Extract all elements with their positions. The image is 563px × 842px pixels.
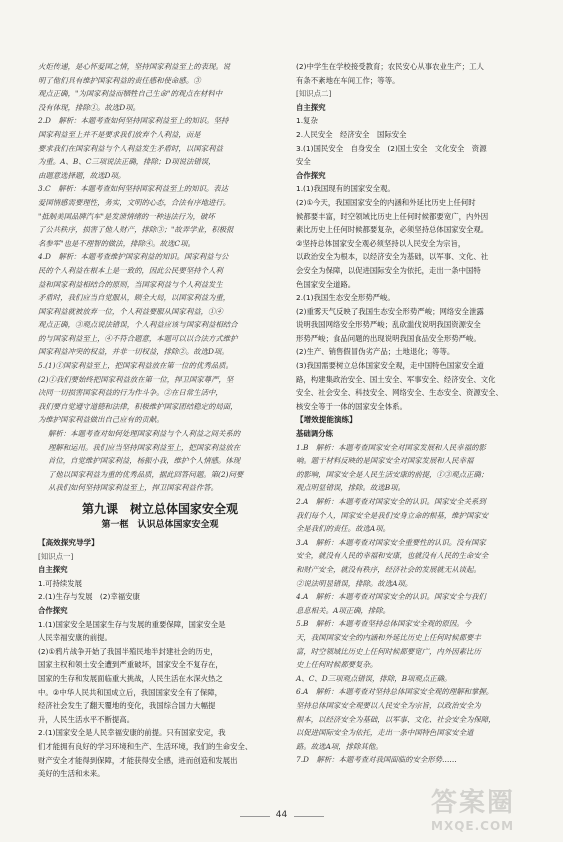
text-line: 国家主权和领土安全遭到严重破坏，国家安全不复存在， bbox=[38, 660, 223, 670]
text-line: 会安全为保障，以促进国际安全为依托，走出一条中国特 bbox=[296, 265, 481, 275]
text-line: 史上任何时候都要复杂。 bbox=[296, 660, 378, 670]
text-line: 2.A 解析：本题考查对国家安全的认识。国家安全关系到 bbox=[296, 497, 486, 506]
text-line: 名参军"也是不理智的做法，排除④。故选C项。 bbox=[38, 238, 195, 248]
text-line: 安全，就没有人民的幸福和安康，也就没有人民的生命安全 bbox=[296, 551, 489, 561]
text-line: 的影响，国家安全是人民生活安康的前提，①③观点正确； bbox=[296, 469, 489, 479]
text-line: 天，我国国家安全的内涵和外延比历史上任何时候都要丰 bbox=[296, 632, 481, 642]
text-line: (2)中学生在学校接受教育；农民安心从事农业生产；工人 bbox=[296, 62, 484, 71]
text-line: 的与国家利益至上，④不符合题意，本题可以以合法方式维护 bbox=[38, 333, 238, 343]
self-explore-lines-2 bbox=[296, 114, 540, 168]
text-line: 美好的生活和未来。 bbox=[38, 769, 105, 779]
text-line: 为重。A、B、C三项说法正确，排除；D项说法错误， bbox=[38, 157, 216, 167]
text-line: 1.复杂 bbox=[296, 116, 318, 126]
text-line: 1.可持续发展 bbox=[38, 578, 83, 588]
text-line: 由题意选择题，故选D项。 bbox=[38, 170, 126, 180]
text-line: 民的个人利益在根本上是一致的，因此公民要坚持个人利 bbox=[38, 265, 223, 275]
text-line: 国家利益至上并不是要求我们放弃个人利益，而是 bbox=[38, 129, 201, 139]
page-number: 44 bbox=[275, 810, 288, 820]
self-explore-lines bbox=[38, 577, 282, 604]
text-line: (2)①今天，我国国家安全的内涵和外延比历史上任何时 bbox=[296, 197, 476, 207]
text-line: 以促进国际安全为依托，走出一条中国特色国家安全道 bbox=[296, 728, 474, 738]
text-line: 2.D 解析：本题考查如何坚持国家利益至上的知识。坚持 bbox=[38, 116, 229, 126]
text-line: 4.A 解析：本题考查对国家安全的认识。国家安全与我们 bbox=[296, 592, 486, 602]
watermark-logo bbox=[431, 782, 551, 832]
text-line: 色国家安全道路。 bbox=[296, 279, 356, 289]
text-line: 矛盾时，我们应当自觉服从，顾全大局，以国家利益为重， bbox=[38, 293, 231, 303]
text-line: "抵制美国品牌汽车"是发泄情绪的一种违法行为，破坏 bbox=[38, 211, 215, 221]
text-line: 观点正确，"为国家利益而牺牲自己生命"的观点在材料中 bbox=[38, 89, 223, 99]
left-note bbox=[38, 427, 282, 495]
text-line: 明了他们具有维护国家利益的责任感和使命感。③ bbox=[38, 75, 201, 85]
text-line: 7.D 解析：本题考查对我国面临的安全形势…… bbox=[296, 755, 457, 765]
text-line: 2.(1)国家安全是人民幸福安康的前提。只有国家安定，我 bbox=[38, 728, 226, 738]
coop-explore-lines-2 bbox=[296, 182, 540, 413]
text-line: 2.人民安全 经济安全 国际安全 bbox=[296, 129, 407, 139]
text-line: 1.B 解析：本题考查国家安全对国家发展和人民幸福的影 bbox=[296, 442, 486, 452]
text-line: 安全、社会安全、科技安全、网络安全、生态安全、资源安全、 bbox=[296, 388, 503, 398]
text-line: 3.(1)国民安全 自身安全 (2)国土安全 文化安全 资源 bbox=[296, 143, 487, 153]
right-column bbox=[296, 60, 540, 767]
coop-explore-heading: 合作探究 bbox=[38, 605, 68, 615]
text-line: 益和国家利益相结合的原则，当国家利益与个人利益发生 bbox=[38, 279, 223, 289]
text-line: (2)生产、销售假冒伪劣产品；土地退化；等等。 bbox=[296, 347, 455, 357]
text-line: 观点明显错误，排除。故选B项。 bbox=[296, 483, 405, 493]
coop-explore-lines bbox=[38, 618, 282, 781]
answer-lines bbox=[296, 441, 540, 767]
text-line: 我们要自觉遵守道德和法律，积极维护国家团结稳定的局面， bbox=[38, 401, 238, 411]
text-line: 说明我国网络安全形势严峻；乱砍滥伐说明我国资源安全 bbox=[296, 320, 481, 330]
self-explore-heading-2: 自主探究 bbox=[296, 102, 326, 112]
text-line: 国家的生存和发展面临重大挑战，人民生活在水深火热之 bbox=[38, 673, 223, 683]
right-top-lines bbox=[296, 60, 540, 87]
text-line: 经济社会发生了翻天覆地的变化，我国综合国力大幅提 bbox=[38, 701, 216, 711]
text-line: 3.C 解析：本题考查如何坚持国家利益至上的知识。表达 bbox=[38, 184, 229, 194]
text-line: ②说法明显错误，排除。故选A项。 bbox=[296, 578, 413, 588]
text-line: 以政治安全为根本，以经济安全为基础，以军事、文化、社 bbox=[296, 252, 489, 262]
self-explore-heading: 自主探究 bbox=[38, 565, 68, 575]
text-line: 了他以国家利益为重的优秀品质，据此回答问题。第(2)问要 bbox=[48, 469, 244, 479]
text-line: 爱国情感需要理性，务实，文明的心态，合法有序地进行。 bbox=[38, 197, 231, 207]
left-column bbox=[38, 60, 282, 781]
text-line: 观点正确，③观点说法错误，个人利益应该与国家利益相结合 bbox=[38, 320, 238, 330]
text-line: 为维护国家利益做出自己应有的贡献。 bbox=[38, 415, 164, 425]
knowledge-point-2: [知识点二] bbox=[296, 89, 332, 99]
text-line: 根本，以经济安全为基础，以军事、文化、社会安全为保障， bbox=[296, 714, 496, 724]
text-line: 解析：本题考查对如何处理国家利益与个人利益之间关系的 bbox=[48, 429, 241, 439]
text-line: 有条不紊地在车间工作；等等。 bbox=[296, 75, 400, 85]
text-line: ②坚持总体国家安全观必须坚持以人民安全为宗旨， bbox=[296, 238, 466, 248]
watermark-top: 答案圈 bbox=[431, 788, 516, 818]
text-line: 6.A 解析：本题考查对坚持总体国家安全观的理解和掌握。 bbox=[296, 687, 494, 697]
text-line: 候都要丰富，时空领域比历史上任何时候都要宽广，内外因 bbox=[296, 211, 489, 221]
text-line: 全是我们的责任。故选A项。 bbox=[296, 524, 391, 534]
text-line: 国家利益就被放弃一位，个人利益要服从国家利益，①④ bbox=[38, 306, 223, 316]
knowledge-point-1: [知识点一] bbox=[38, 551, 74, 561]
text-line: 和财产安全，就没有秩序，经济社会的发展就无从谈起。 bbox=[296, 564, 481, 574]
text-line: (2)重雾天气反映了我国生态安全形势严峻；网络安全泄露 bbox=[296, 306, 484, 316]
text-line: 形势严峻；食品问题的出现说明我国食品安全形势严峻。 bbox=[296, 333, 481, 343]
text-line: 2.(1)生存与发展 (2)幸福安康 bbox=[38, 592, 140, 602]
lesson-title: 第九课 树立总体国家安全观 bbox=[81, 502, 238, 516]
text-line: 3.A 解析：本题考查对国家安全重要性的认识。没有国家 bbox=[296, 537, 486, 547]
text-line: 中。②中华人民共和国成立后，我国国家安全有了保障， bbox=[38, 687, 223, 697]
text-line: 坚持总体国家安全观要以人民安全为宗旨，以政治安全为 bbox=[296, 700, 481, 710]
text-line: 路，构建集政治安全、国土安全、军事安全、经济安全、文化 bbox=[296, 374, 496, 384]
text-line: 升，人民生活水平不断提高。 bbox=[38, 714, 135, 724]
text-line: 核安全等于一体的国家安全体系。 bbox=[296, 401, 407, 411]
text-line: 首位，自觉维护国家利益，杨振小我，维护个人情感。体现 bbox=[48, 456, 241, 466]
text-line: (3)我国需要树立总体国家安全观，走中国特色国家安全道 bbox=[296, 361, 484, 371]
text-line: 决同一切损害国家利益的行为作斗争。②在日常生活中， bbox=[38, 388, 223, 398]
text-line: 要求我们在国家利益与个人利益发生矛盾时，以国家利益 bbox=[38, 143, 223, 153]
lesson-subtitle: 第一框 认识总体国家安全观 bbox=[101, 520, 219, 530]
basic-practice-heading: 基础调分练 bbox=[296, 429, 333, 439]
page-rule-right bbox=[294, 816, 324, 817]
text-line: 从我们如何坚持国家利益至上，捍卫国家利益作答。 bbox=[48, 483, 218, 493]
practice-box-heading: 【增效提能演练】 bbox=[296, 415, 357, 425]
text-line: 富，时空领域比历史上任何时候都要宽广，内外因素比历 bbox=[296, 646, 481, 656]
coop-explore-heading-2: 合作探究 bbox=[296, 170, 326, 180]
text-line: (2)①鸦片战争开始了我国半殖民地半封建社会的历史， bbox=[38, 646, 218, 656]
text-line: 1.(1)我国现有的国家安全观。 bbox=[296, 184, 395, 194]
text-line: 我们每个人，国家安全是我们安身立命的根基，维护国家安 bbox=[296, 510, 489, 520]
text-line: 了公共秩序，损害了他人财产，排除③；"故弄学业，积极报 bbox=[38, 225, 234, 235]
text-line: 安全 bbox=[296, 157, 311, 167]
text-line: 1.(1)国家安全是国家生存与发展的重要保障，国家安全是 bbox=[38, 619, 226, 629]
text-line: 响。题干材料反映的是国家安全对国家发展和人民幸福 bbox=[296, 456, 474, 466]
text-line: 理解和运用。我们应当坚持国家利益至上，把国家利益放在 bbox=[48, 442, 241, 452]
text-line: 人民幸福安康的前提。 bbox=[38, 633, 112, 643]
watermark-bottom: MXQE.COM bbox=[431, 819, 515, 833]
text-line: 路。故选A项，排除其他。 bbox=[296, 741, 383, 751]
text-line: A、C、D三项观点错误，排除，B项观点正确。 bbox=[296, 673, 452, 683]
text-line: (2)①我们要始终把国家利益放在第一位，捍卫国家尊严，坚 bbox=[38, 374, 234, 384]
text-line: 没有体现，排除①。故选D项。 bbox=[38, 102, 141, 112]
guide-box-heading: 【高效探究导学】 bbox=[38, 538, 99, 547]
text-line: 素比历史上任何时候都要复杂，必须坚持总体国家安全观。 bbox=[296, 225, 489, 235]
text-line: 4.D 解析：本题考查维护国家利益的知识。国家利益与公 bbox=[38, 252, 229, 262]
text-line: 2.(1)我国生态安全形势严峻。 bbox=[296, 293, 395, 303]
left-answer-lines bbox=[38, 60, 282, 427]
text-line: 息息相关。A项正确，排除。 bbox=[296, 605, 391, 615]
text-line: 5.B 解析：本题考查坚持总体国家安全观的原因。今 bbox=[296, 619, 472, 629]
text-line: 国家利益冲突的权益，并非一切权益，排除②。故选D项。 bbox=[38, 347, 229, 357]
text-line: 火炬传递，是心怀爱国之情，坚持国家利益至上的表现。说 bbox=[38, 62, 231, 71]
text-line: 们才能拥有良好的学习环境和生产、生活环境，我们的生命安全、 bbox=[38, 741, 253, 751]
text-line: 财产安全才能得到保障，才能获得安全感，进而创造和发展出 bbox=[38, 755, 238, 765]
text-line: 5.(1)①国家利益至上，把国家利益放在第一位的优秀品质。 bbox=[38, 361, 233, 371]
